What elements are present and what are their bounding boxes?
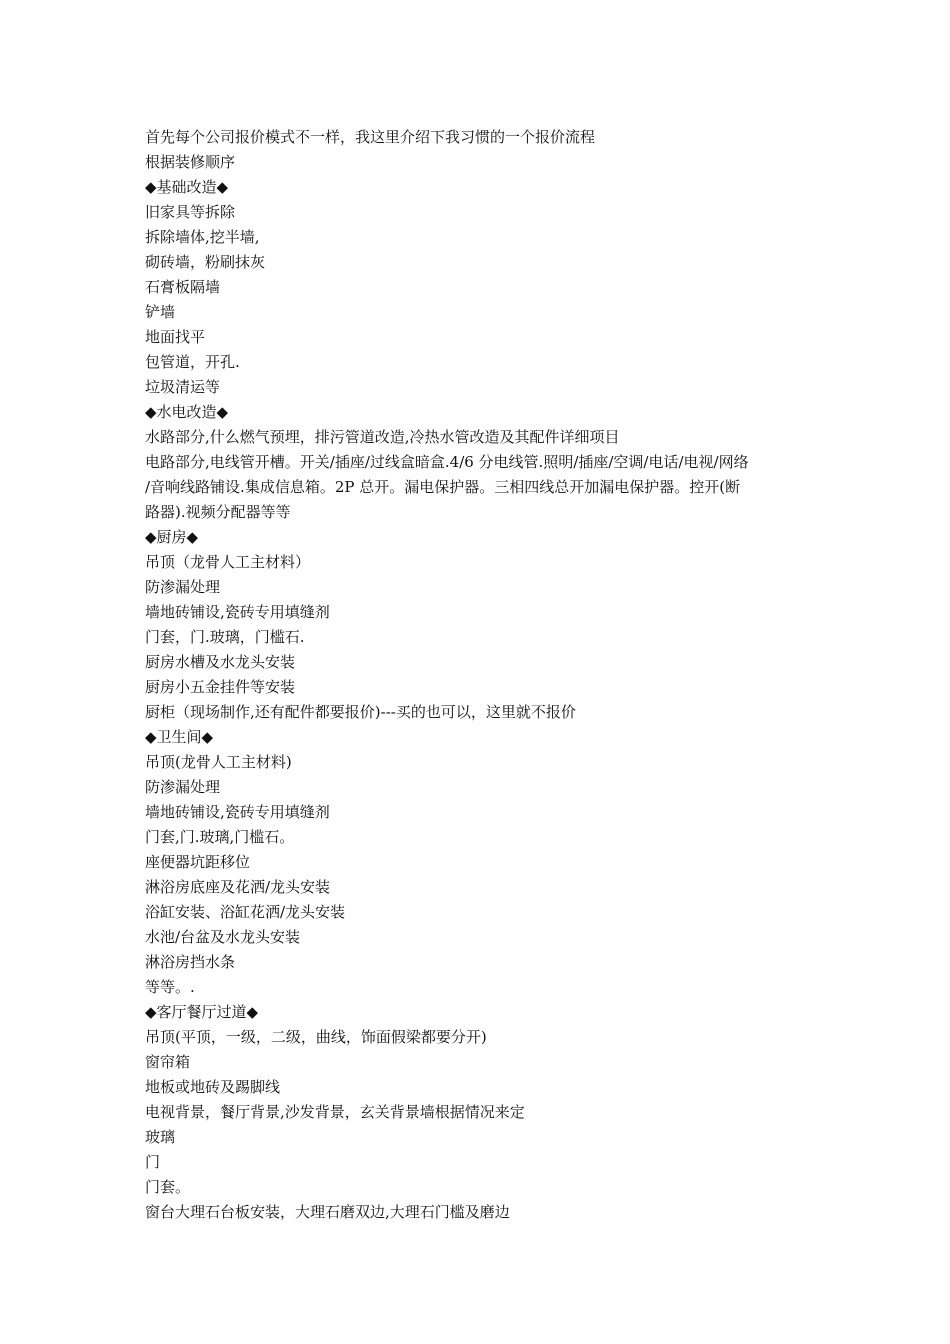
document-body	[145, 125, 807, 1225]
text-line: 座便器坑距移位	[145, 853, 251, 871]
text-line: 吊顶(龙骨人工主材料)	[145, 753, 292, 771]
text-line: 吊顶(平顶，一级，二级，曲线，饰面假梁都要分开)	[145, 1028, 487, 1046]
text-line: 首先每个公司报价模式不一样，我这里介绍下我习惯的一个报价流程	[145, 128, 596, 146]
text-line: 垃圾清运等	[145, 378, 221, 396]
text-line: 厨柜（现场制作,还有配件都要报价)---买的也可以，这里就不报价	[145, 703, 576, 721]
text-line: 砌砖墙，粉刷抹灰	[145, 253, 266, 271]
text-line: 门套,门.玻璃,门槛石。	[145, 828, 295, 846]
text-line: 窗台大理石台板安装，大理石磨双边,大理石门槛及磨边	[145, 1203, 510, 1221]
text-line: 淋浴房底座及花洒/龙头安装	[145, 878, 331, 896]
text-line: 路器).视频分配器等等	[145, 503, 291, 521]
text-line: 浴缸安装、浴缸花洒/龙头安装	[145, 903, 346, 921]
text-line: 墙地砖铺设,瓷砖专用填缝剂	[145, 603, 330, 621]
section-heading: ◆客厅餐厅过道◆	[145, 1003, 259, 1021]
text-line: 水路部分,什么燃气预埋，排污管道改造,冷热水管改造及其配件详细项目	[145, 428, 620, 446]
text-line: 石膏板隔墙	[145, 278, 221, 296]
text-line: 厨房小五金挂件等安装	[145, 678, 296, 696]
text-line: 铲墙	[145, 303, 176, 321]
text-line: 窗帘箱	[145, 1053, 191, 1071]
text-line: 地面找平	[145, 328, 206, 346]
text-line: 电视背景，餐厅背景,沙发背景，玄关背景墙根据情况来定	[145, 1103, 525, 1121]
text-line: 防渗漏处理	[145, 578, 221, 596]
text-line: 地板或地砖及踢脚线	[145, 1078, 281, 1096]
text-line: 根据装修顺序	[145, 153, 236, 171]
text-line: 旧家具等拆除	[145, 203, 236, 221]
section-heading: ◆厨房◆	[145, 528, 199, 546]
text-line: 玻璃	[145, 1128, 176, 1146]
text-line: 门	[145, 1153, 161, 1171]
text-line: /音响线路铺设.集成信息箱。2P 总开。漏电保护器。三相四线总开加漏电保护器。控开(断	[145, 478, 741, 496]
text-line: 门套，门.玻璃，门槛石.	[145, 628, 305, 646]
text-line: 防渗漏处理	[145, 778, 221, 796]
text-line: 厨房水槽及水龙头安装	[145, 653, 296, 671]
text-line: 墙地砖铺设,瓷砖专用填缝剂	[145, 803, 330, 821]
text-line: 水池/台盆及水龙头安装	[145, 928, 301, 946]
text-line: 拆除墙体,挖半墙,	[145, 228, 260, 246]
text-line: 等等。.	[145, 978, 195, 996]
section-heading: ◆基础改造◆	[145, 178, 229, 196]
text-line: 吊顶（龙骨人工主材料）	[145, 553, 311, 571]
text-line: 淋浴房挡水条	[145, 953, 236, 971]
section-heading: ◆卫生间◆	[145, 728, 214, 746]
text-line: 门套。	[145, 1178, 191, 1196]
text-line: 包管道，开孔.	[145, 353, 240, 371]
section-heading: ◆水电改造◆	[145, 403, 229, 421]
text-line: 电路部分,电线管开槽。开关/插座/过线盒暗盒.4/6 分电线管.照明/插座/空调/电话/电视/网络	[145, 453, 749, 471]
